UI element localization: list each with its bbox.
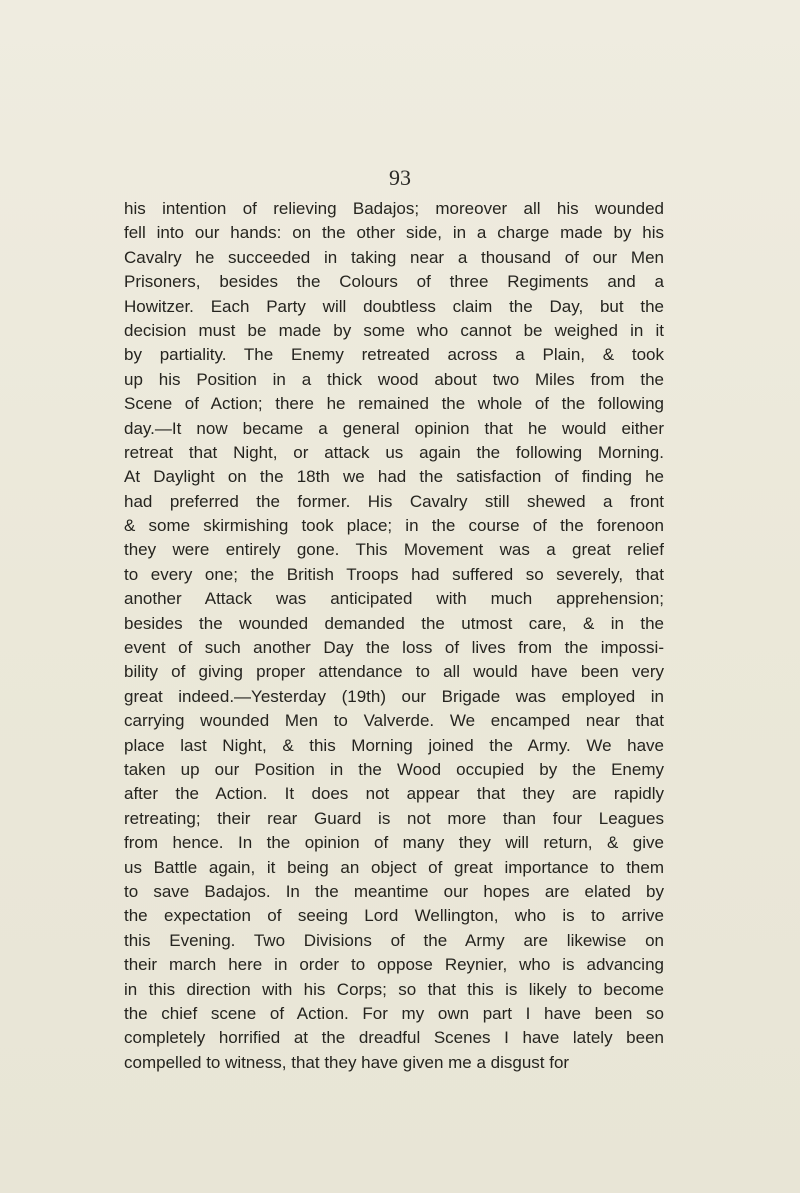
text-line: by partiality. The Enemy retreated across a Plain, & took bbox=[124, 345, 664, 365]
text-line: & some skirmishing took place; in the course of the forenoon bbox=[124, 516, 664, 536]
text-line: fell into our hands: on the other side, in a charge made by his bbox=[124, 223, 664, 243]
text-line: bility of giving proper attendance to all would have been very bbox=[124, 662, 664, 682]
text-line: Cavalry he succeeded in taking near a thousand of our Men bbox=[124, 247, 664, 267]
text-line: day.—It now became a general opinion that he would either bbox=[124, 418, 664, 438]
text-line: had preferred the former. His Cavalry still shewed a front bbox=[124, 491, 664, 511]
text-line: carrying wounded Men to Valverde. We encamped near that bbox=[124, 711, 664, 731]
text-line: retreating; their rear Guard is not more than four Leagues bbox=[124, 808, 664, 828]
text-line: the chief scene of Action. For my own part I have been so bbox=[124, 1003, 664, 1023]
text-line: to every one; the British Troops had suffered so severely, that bbox=[124, 564, 664, 584]
text-line: they were entirely gone. This Movement was a great relief bbox=[124, 540, 664, 560]
text-line: us Battle again, it being an object of great importance to them bbox=[124, 857, 664, 877]
text-line: in this direction with his Corps; so that this is likely to become bbox=[124, 979, 664, 999]
page-number: 93 bbox=[389, 165, 411, 190]
text-line: to save Badajos. In the meantime our hopes are elated by bbox=[124, 881, 664, 901]
text-line: his intention of relieving Badajos; moreover all his wounded bbox=[124, 199, 664, 218]
text-line: their march here in order to oppose Reynier, who is advancing bbox=[124, 955, 664, 975]
text-line: compelled to witness, that they have given me a disgust for bbox=[124, 1052, 570, 1072]
text-line: event of such another Day the loss of lives from the impossi- bbox=[124, 638, 664, 658]
text-line: the expectation of seeing Lord Wellington, who is to arrive bbox=[124, 906, 664, 926]
body-text bbox=[124, 197, 664, 1075]
text-line: this Evening. Two Divisions of the Army are likewise on bbox=[124, 930, 664, 950]
text-line: Howitzer. Each Party will doubtless claim the Day, but the bbox=[124, 296, 664, 316]
text-line: decision must be made by some who cannot be weighed in it bbox=[124, 320, 664, 340]
text-line: completely horrified at the dreadful Scenes I have lately been bbox=[124, 1028, 664, 1048]
text-line: retreat that Night, or attack us again the following Morning. bbox=[124, 442, 664, 462]
text-line: besides the wounded demanded the utmost care, & in the bbox=[124, 613, 664, 633]
text-line: after the Action. It does not appear that they are rapidly bbox=[124, 784, 664, 804]
text-line: Scene of Action; there he remained the whole of the following bbox=[124, 394, 664, 414]
text-line: another Attack was anticipated with much apprehension; bbox=[124, 589, 664, 609]
text-line: taken up our Position in the Wood occupied by the Enemy bbox=[124, 759, 664, 779]
text-line: up his Position in a thick wood about two Miles from the bbox=[124, 369, 664, 389]
text-line: Prisoners, besides the Colours of three Regiments and a bbox=[124, 272, 664, 292]
text-line: At Daylight on the 18th we had the satisfaction of finding he bbox=[124, 467, 664, 487]
text-line: from hence. In the opinion of many they will return, & give bbox=[124, 833, 664, 853]
text-line: great indeed.—Yesterday (19th) our Brigade was employed in bbox=[124, 686, 664, 706]
text-line: place last Night, & this Morning joined the Army. We have bbox=[124, 735, 664, 755]
